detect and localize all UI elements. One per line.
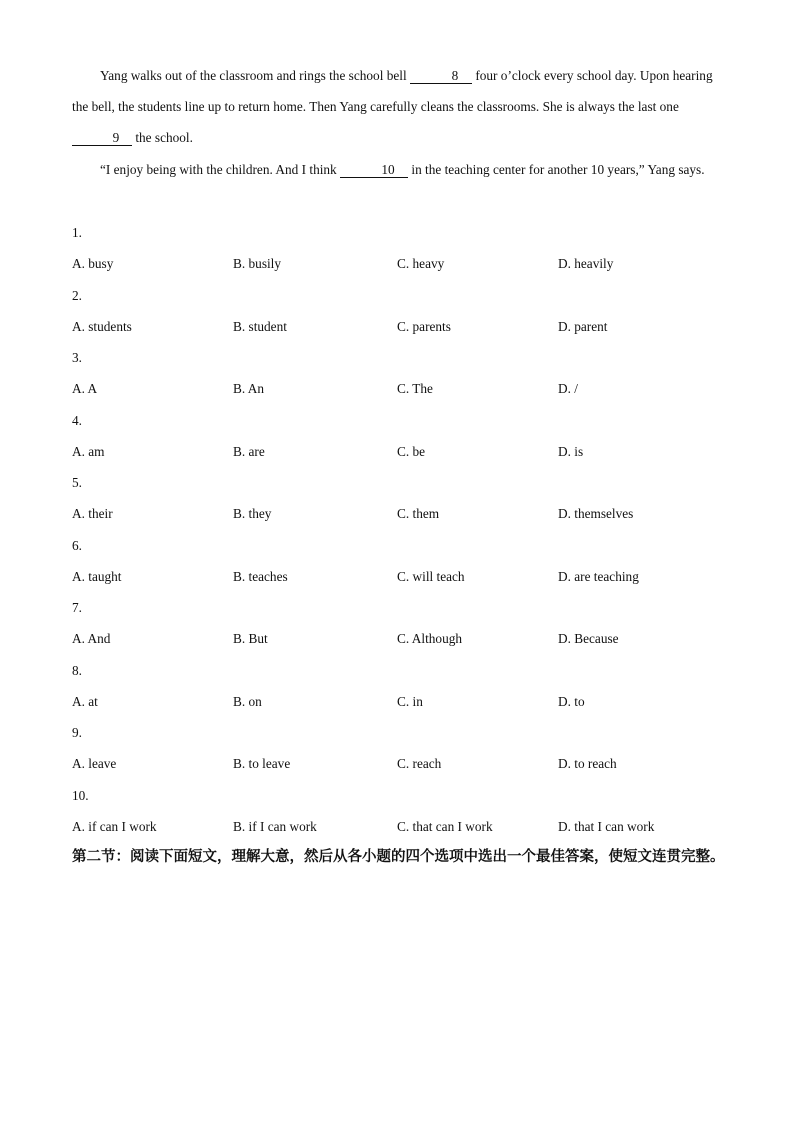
option-c[interactable]: C. will teach — [397, 568, 465, 584]
option-row — [72, 444, 732, 460]
option-row — [72, 631, 732, 647]
option-d[interactable]: D. to — [558, 693, 585, 709]
option-b[interactable]: B. student — [233, 318, 287, 334]
question-number: 9. — [72, 725, 82, 740]
option-c[interactable]: C. parents — [397, 318, 451, 334]
option-a[interactable]: A. am — [72, 443, 105, 459]
passage-text: in the teaching center for another 10 years,” Yang says. — [411, 162, 705, 177]
option-c[interactable]: C. in — [397, 693, 423, 709]
option-d[interactable]: D. themselves — [558, 506, 634, 521]
option-a[interactable]: A. leave — [72, 756, 117, 771]
option-row — [72, 569, 732, 585]
option-row — [72, 381, 732, 397]
option-b[interactable]: B. busily — [233, 256, 282, 271]
option-d[interactable]: D. heavily — [558, 256, 614, 271]
option-b[interactable]: B. they — [233, 506, 272, 521]
question-number: 7. — [72, 600, 82, 615]
option-a[interactable]: A. And — [72, 631, 111, 646]
option-c[interactable]: C. that can I work — [397, 818, 493, 834]
question-number: 8. — [72, 662, 82, 678]
option-b[interactable]: B. if I can work — [233, 818, 317, 834]
option-d[interactable]: D. Because — [558, 631, 619, 646]
option-c[interactable]: C. them — [397, 506, 440, 521]
option-a[interactable]: A. taught — [72, 568, 122, 584]
option-a[interactable]: A. students — [72, 318, 132, 334]
option-a[interactable]: A. at — [72, 693, 98, 709]
option-row — [72, 506, 732, 522]
option-c[interactable]: C. reach — [397, 756, 442, 771]
option-row — [72, 819, 732, 835]
question-number: 5. — [72, 475, 82, 490]
option-d[interactable]: D. that I can work — [558, 818, 655, 834]
option-row — [72, 319, 732, 335]
option-d[interactable]: D. to reach — [558, 756, 617, 771]
option-b[interactable]: B. on — [233, 693, 262, 709]
option-b[interactable]: B. teaches — [233, 568, 288, 584]
question-number: 2. — [72, 287, 82, 303]
question-number: 3. — [72, 350, 82, 365]
option-b[interactable]: B. are — [233, 443, 265, 459]
passage-text: the school. — [135, 130, 193, 146]
option-d[interactable]: D. parent — [558, 318, 608, 334]
question-number: 4. — [72, 412, 82, 428]
option-d[interactable]: D. are teaching — [558, 568, 639, 584]
option-a[interactable]: A. their — [72, 506, 113, 521]
passage-text: “I enjoy being with the children. And I think — [100, 162, 337, 177]
option-row — [72, 256, 732, 272]
question-number: 10. — [72, 787, 89, 803]
passage-text: four o’clock every school day. Upon hearing the bell, the students line up to return home. Then Yang carefully cleans the classrooms. She is always the last one — [72, 68, 713, 115]
option-c[interactable]: C. The — [397, 381, 433, 396]
option-d[interactable]: D. is — [558, 443, 584, 459]
option-b[interactable]: B. to leave — [233, 756, 291, 771]
option-b[interactable]: B. But — [233, 631, 268, 646]
passage-text: Yang walks out of the classroom and rings the school bell — [100, 68, 407, 83]
option-c[interactable]: C. be — [397, 443, 426, 459]
blank-8: 8 — [410, 68, 472, 84]
option-row — [72, 756, 732, 772]
option-c[interactable]: C. Although — [397, 631, 463, 646]
option-row — [72, 694, 732, 710]
passage-paragraph-1 — [72, 60, 722, 154]
option-b[interactable]: B. An — [233, 381, 265, 396]
question-number: 1. — [72, 225, 82, 240]
option-d[interactable]: D. / — [558, 381, 578, 396]
section-heading: 第二节：阅读下面短文，理解大意，然后从各小题的四个选项中选出一个最佳答案，使短文连贯完整。 — [72, 849, 725, 865]
question-number: 6. — [72, 537, 82, 553]
option-c[interactable]: C. heavy — [397, 256, 445, 271]
blank-10: 10 — [340, 162, 408, 178]
passage-paragraph-2 — [72, 154, 722, 185]
option-a[interactable]: A. A — [72, 381, 98, 396]
option-a[interactable]: A. busy — [72, 256, 114, 271]
option-a[interactable]: A. if can I work — [72, 818, 157, 834]
blank-9: 9 — [72, 130, 132, 146]
